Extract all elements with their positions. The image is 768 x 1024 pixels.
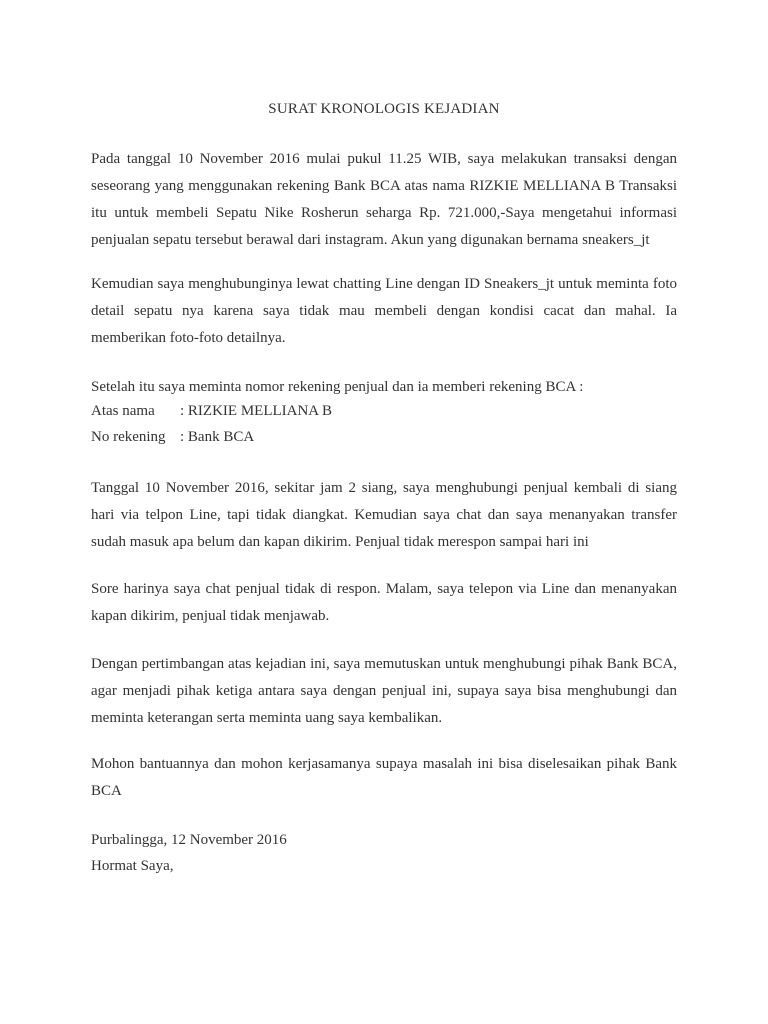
closing-salutation: Hormat Saya, [91,858,174,874]
account-number-row [91,424,677,451]
account-name-value: : RIZKIE MELLIANA B [180,403,333,419]
paragraph-transaction: Pada tanggal 10 November 2016 mulai pukul 11.25 WIB, saya melakukan transaksi dengan seseorang yang menggunakan rekening Bank BCA atas nama RIZKIE MELLIANA B Transaksi itu untuk membeli Sepatu Nike Rosherun seharga Rp. 721.000,-Saya mengetahui informasi penjualan sepatu tersebut berawal dari instagram. Akun yang digunakan bernama sneakers_jt [91,151,677,248]
paragraph-bank-contact: Dengan pertimbangan atas kejadian ini, saya memutuskan untuk menghubungi pihak Bank BCA, agar menjadi pihak ketiga antara saya dengan penjual ini, supaya saya bisa menghubungi dan meminta keterangan serta meminta uang saya kembalikan. [91,656,677,726]
account-number-label: No rekening [91,429,166,445]
paragraph-contact-seller: Kemudian saya menghubunginya lewat chatting Line dengan ID Sneakers_jt untuk meminta foto detail sepatu nya karena saya tidak mau membeli dengan kondisi cacat dan mahal. Ia memberikan foto-foto detailnya. [91,276,677,346]
account-name-label: Atas nama [91,403,155,419]
paragraph-evening: Sore harinya saya chat penjual tidak di respon. Malam, saya telepon via Line dan menanyakan kapan dikirim, penjual tidak menjawab. [91,581,677,624]
paragraph-account-request: Setelah itu saya meminta nomor rekening penjual dan ia memberi rekening BCA : [91,379,584,395]
paragraph-request: Mohon bantuannya dan mohon kerjasamanya supaya masalah ini bisa diselesaikan pihak Bank BCA [91,756,677,799]
paragraph-follow-up: Tanggal 10 November 2016, sekitar jam 2 siang, saya menghubungi penjual kembali di siang hari via telpon Line, tapi tidak diangkat. Kemudian saya chat dan saya menanyakan transfer sudah masuk apa belum dan kapan dikirim. Penjual tidak merespon sampai hari ini [91,480,677,550]
closing-place-date: Purbalingga, 12 November 2016 [91,832,287,848]
account-name-row [91,398,677,425]
letter-title: SURAT KRONOLOGIS KEJADIAN [268,101,500,117]
account-number-value: : Bank BCA [180,429,255,445]
